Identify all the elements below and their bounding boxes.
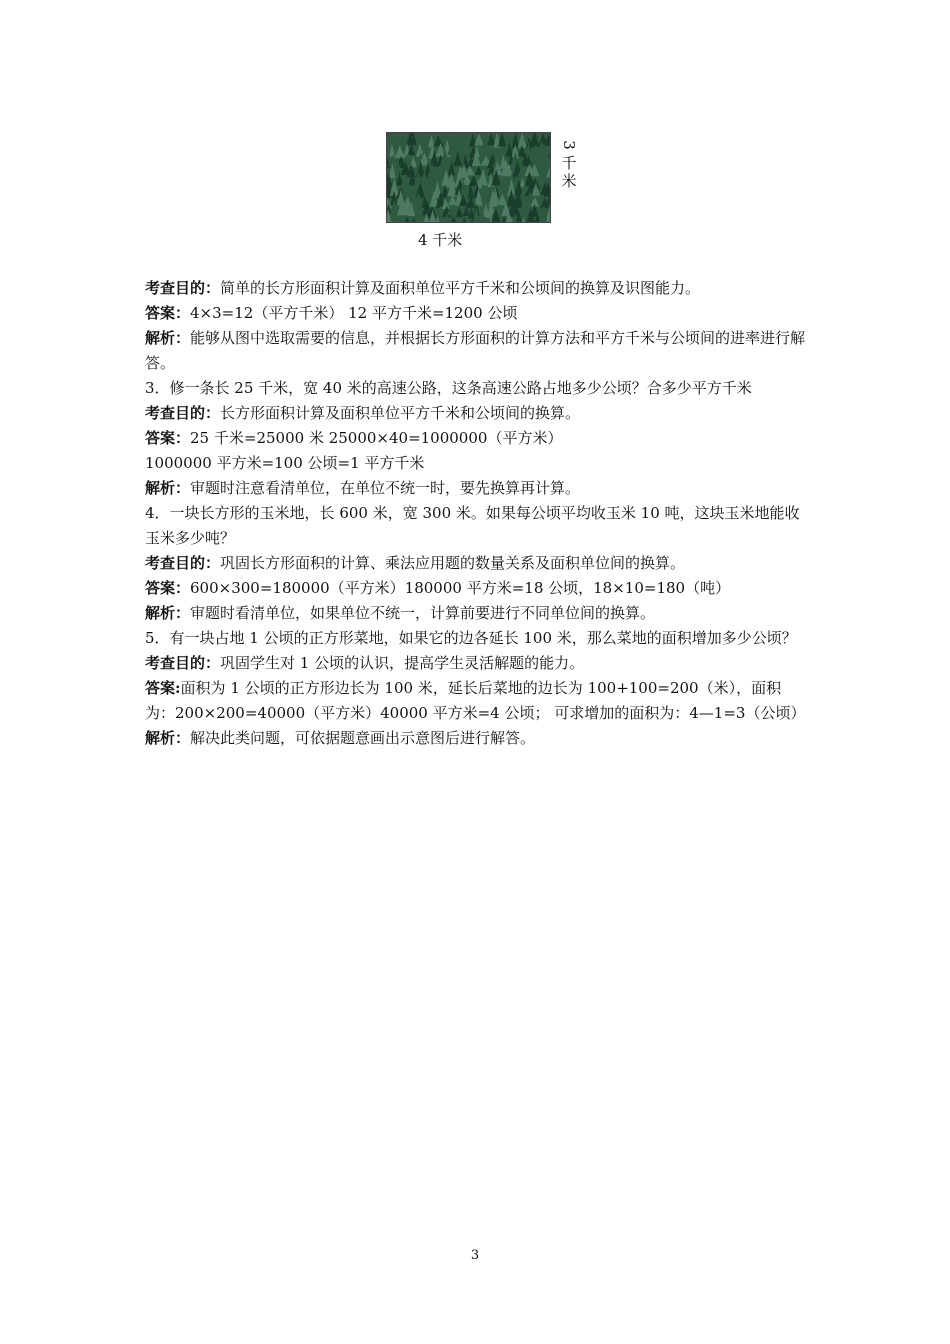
analysis-text: 解决此类问题，可依据题意画出示意图后进行解答。	[190, 729, 536, 747]
purpose-text: 巩固长方形面积的计算、乘法应用题的数量关系及面积单位间的换算。	[220, 554, 686, 572]
answer-text: 25 千米=25000 米 25000×40=1000000（平方米）	[190, 429, 563, 447]
q5-answer	[145, 676, 810, 726]
purpose-label: 考查目的：	[145, 279, 221, 297]
analysis-label: 解析：	[145, 604, 191, 622]
height-label-number: 3	[560, 140, 578, 150]
q2-analysis	[145, 326, 810, 376]
q5-question: 5．有一块占地 1 公顷的正方形菜地，如果它的边各延长 100 米，那么菜地的面积增加多少公顷？	[145, 629, 797, 647]
q2-answer	[145, 301, 810, 326]
purpose-label: 考查目的：	[145, 404, 221, 422]
analysis-text: 能够从图中选取需要的信息，并根据长方形面积的计算方法和平方千米与公顷间的进率进行解答。	[145, 329, 806, 372]
page-number: 3	[470, 1248, 480, 1263]
answer-text: 面积为 1 公顷的正方形边长为 100 米，延长后菜地的边长为 100+100=200（米），面积为：200×200=40000（平方米）40000 平方米=4 公顷； 可求增加的面积为：4—1=3（公顷）	[145, 679, 806, 722]
analysis-text: 审题时注意看清单位，在单位不统一时，要先换算再计算。	[190, 479, 581, 497]
answer-label: 答案：	[145, 304, 191, 322]
analysis-label: 解析：	[145, 729, 191, 747]
purpose-label: 考查目的：	[145, 554, 221, 572]
answer-text: 4×3=12（平方千米） 12 平方千米=1200 公顷	[190, 304, 518, 322]
q4-purpose	[145, 551, 810, 576]
purpose-text: 巩固学生对 1 公顷的认识，提高学生灵活解题的能力。	[220, 654, 585, 672]
height-label-unit-2: 米	[561, 172, 577, 190]
q5-purpose	[145, 651, 810, 676]
q3-purpose	[145, 401, 810, 426]
q3-answer-line2: 1000000 平方米=100 公顷=1 平方千米	[145, 454, 425, 472]
height-label-unit-1: 千	[561, 154, 577, 172]
analysis-text: 审题时看清单位，如果单位不统一，计算前要进行不同单位间的换算。	[190, 604, 656, 622]
height-label	[559, 136, 579, 190]
answer-label: 答案：	[145, 579, 191, 597]
analysis-label: 解析：	[145, 329, 191, 347]
q4-answer	[145, 576, 810, 601]
q3-answer	[145, 426, 810, 451]
analysis-label: 解析：	[145, 479, 191, 497]
answer-text: 600×300=180000（平方米）180000 平方米=18 公顷，18×10=180（吨）	[190, 579, 731, 597]
purpose-text: 简单的长方形面积计算及面积单位平方千米和公顷间的换算及识图能力。	[220, 279, 701, 297]
answer-label: 答案:	[145, 679, 181, 697]
q4-question: 4．一块长方形的玉米地，长 600 米，宽 300 米。如果每公顷平均收玉米 10 吨，这块玉米地能收玉米多少吨？	[145, 504, 800, 547]
q4-analysis	[145, 601, 810, 626]
q3-analysis	[145, 476, 810, 501]
purpose-label: 考查目的：	[145, 654, 221, 672]
forest-image	[386, 132, 551, 223]
forest-picture	[387, 133, 550, 222]
purpose-text: 长方形面积计算及面积单位平方千米和公顷间的换算。	[220, 404, 581, 422]
q2-purpose	[145, 276, 810, 301]
document-body	[145, 276, 810, 751]
q3-question: 3．修一条长 25 千米，宽 40 米的高速公路，这条高速公路占地多少公顷？合多少平方千米	[145, 379, 752, 397]
q5-analysis	[145, 726, 810, 751]
answer-label: 答案：	[145, 429, 191, 447]
width-label: 4 千米	[418, 231, 463, 249]
